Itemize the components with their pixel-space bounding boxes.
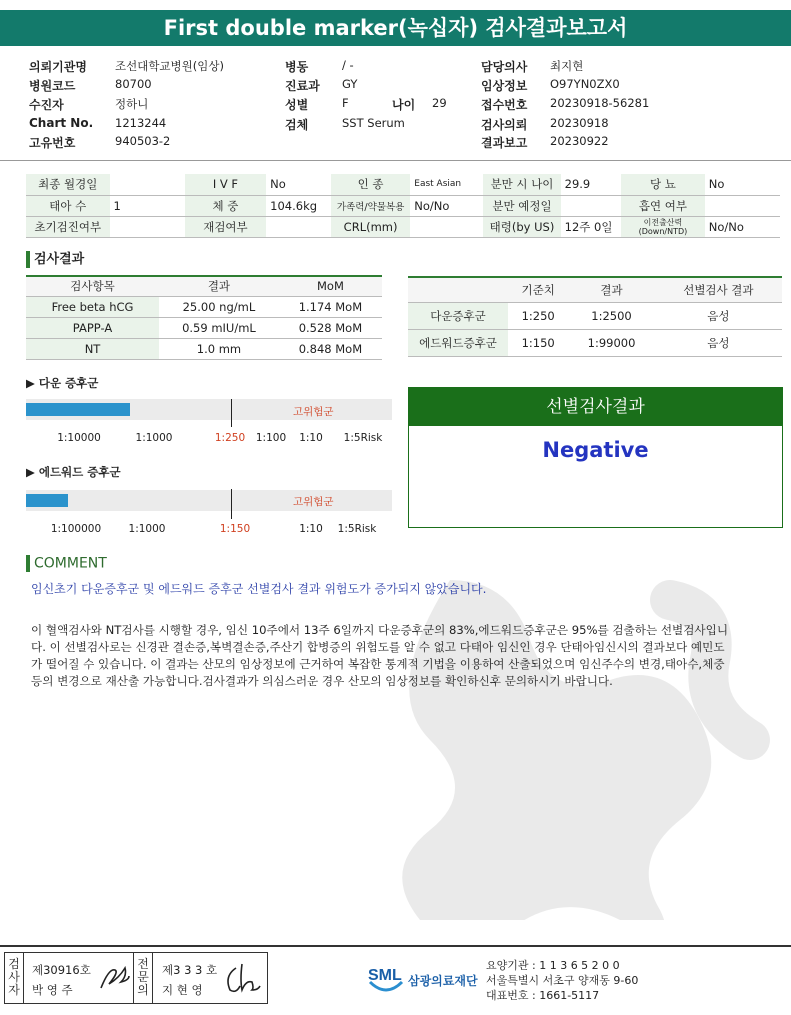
label-chart-no: Chart No. (29, 116, 94, 130)
down-tick: 1:10 (299, 432, 323, 444)
risk-result: 1:99000 (568, 329, 654, 356)
table-row (408, 329, 782, 356)
marker-mom: 0.528 MoM (279, 317, 382, 338)
company-name: 삼광의료재단 (408, 974, 478, 988)
info-cell-value: 104.6kg (266, 195, 331, 216)
screening-result-title: 선별검사결과 (409, 388, 782, 426)
marker-results-table (26, 275, 382, 360)
info-cell-label: 최종 월경일 (26, 174, 110, 195)
label-doctor: 담당의사 (481, 60, 528, 74)
doctor-name: 지 현 영 (162, 983, 203, 997)
section-marker (26, 555, 30, 572)
info-cell-label: 인 종 (331, 174, 410, 195)
sml-logo-icon (366, 960, 406, 996)
comment-line: 다. 이 선별검사로는 신경관 결손증,복벽결손증,주산기 합병증의 위험도를 알 수 없고 다태아 임신인 경우 단태아임신시의 결과보다 예민도 (31, 640, 725, 654)
down-tick: 1:100 (255, 432, 287, 444)
risk-name: 에드워드증후군 (408, 329, 508, 356)
table-row (26, 338, 382, 359)
info-row (26, 195, 780, 216)
examiner-label: 검사자 (8, 957, 20, 997)
edwards-syndrome-title: ▶ 에드워드 증후군 (26, 465, 121, 479)
value-doctor: 최지현 (550, 59, 584, 73)
screening-result-box (408, 387, 783, 528)
table-row (26, 317, 382, 338)
info-row (26, 174, 780, 195)
down-tick: 1:1000 (135, 432, 173, 444)
report-title: First double marker(녹십자) 검사결과보고서 (0, 10, 791, 46)
column-header: 기준치 (508, 277, 568, 302)
header-divider (0, 160, 791, 161)
stamp-divider (23, 952, 24, 1004)
value-report-date: 20230922 (550, 134, 609, 148)
edwards-tick: 1:10 (299, 523, 323, 535)
info-cell-value: 12주 0일 (561, 216, 622, 237)
risk-cutoff: 1:150 (508, 329, 568, 356)
info-cell-label: 가족력/약물복용 (331, 195, 410, 216)
pregnancy-info-table (26, 174, 780, 238)
marker-mom: 1.174 MoM (279, 296, 382, 317)
value-hospital-code: 80700 (115, 77, 152, 91)
doctor-license: 제3 3 3 호 (162, 963, 218, 977)
marker-name: Free beta hCG (26, 296, 159, 317)
down-tick: 1:5Risk (343, 432, 383, 444)
down-high-risk-label: 고위험군 (293, 406, 334, 418)
info-cell-value (110, 174, 185, 195)
examiner-signature (97, 958, 131, 998)
label-unique-no: 고유번호 (29, 136, 76, 150)
label-specimen: 검체 (285, 118, 309, 132)
comment-body (31, 622, 783, 690)
down-cutoff-line (231, 399, 232, 427)
edwards-high-risk-label: 고위험군 (293, 496, 334, 508)
info-cell-label: 체 중 (185, 195, 266, 216)
value-request-date: 20230918 (550, 116, 609, 130)
down-risk-fill (26, 403, 130, 416)
info-cell-label: 초기검진여부 (26, 216, 110, 237)
value-age: 29 (432, 96, 447, 110)
risk-screen-result: 음성 (655, 329, 782, 356)
marker-result: 25.00 ng/mL (159, 296, 279, 317)
info-cell-label: 태아 수 (26, 195, 110, 216)
info-cell-label: 태령(by US) (483, 216, 560, 237)
comment-summary: 임신초기 다운증후군 및 에드워드 증후군 선별검사 결과 위험도가 증가되지 않았습니다. (31, 582, 487, 596)
info-cell-value (410, 216, 483, 237)
value-patient: 정하니 (115, 97, 149, 111)
info-cell-label: 재검여부 (185, 216, 266, 237)
marker-result: 1.0 mm (159, 338, 279, 359)
comment-heading-text: COMMENT (34, 555, 107, 572)
info-cell-label: 당 뇨 (621, 174, 705, 195)
info-cell-value: East Asian (410, 174, 483, 195)
stamp-divider (133, 952, 134, 1004)
info-cell-value: No (266, 174, 331, 195)
label-receipt-no: 접수번호 (481, 98, 528, 112)
examiner-license: 제30916호 (32, 963, 91, 977)
label-sex: 성별 (285, 98, 309, 112)
marker-mom: 0.848 MoM (279, 338, 382, 359)
info-cell-label: 흡연 여부 (621, 195, 705, 216)
examiner-name: 박 영 주 (32, 983, 73, 997)
sml-logo-text: SML (368, 967, 402, 984)
value-sex: F (342, 96, 349, 110)
info-row (26, 216, 780, 237)
risk-cutoff: 1:250 (508, 302, 568, 329)
edwards-tick: 1:100000 (50, 523, 102, 535)
edwards-cutoff-line (231, 489, 232, 519)
value-chart-no: 1213244 (115, 116, 167, 130)
label-patient: 수진자 (29, 98, 64, 112)
info-cell-label: 분만 시 나이 (483, 174, 560, 195)
address-line: 대표번호 : 1661-5117 (486, 989, 600, 1002)
table-row (408, 302, 782, 329)
down-tick: 1:10000 (57, 432, 101, 444)
label-age: 나이 (392, 98, 416, 112)
edwards-risk-track (26, 490, 392, 511)
info-cell-label: I V F (185, 174, 266, 195)
address-line: 요양기관 : 1 1 3 6 5 2 0 0 (486, 959, 620, 972)
value-specimen: SST Serum (342, 116, 405, 130)
column-header: 검사항목 (26, 276, 159, 296)
value-dept: GY (342, 77, 358, 91)
info-cell-label: 분만 예정일 (483, 195, 560, 216)
label-hospital-code: 병원코드 (29, 79, 76, 93)
risk-screen-result: 음성 (655, 302, 782, 329)
info-cell-label: 이전출산력 (Down/NTD) (621, 216, 705, 237)
info-cell-label: CRL(mm) (331, 216, 410, 237)
company-address (486, 958, 638, 1003)
marker-result: 0.59 mIU/mL (159, 317, 279, 338)
edwards-tick: 1:5Risk (337, 523, 377, 535)
comment-line: 가 떨어질 수 있습니다. 이 결과는 산모의 임상정보에 근거하여 복잡한 통계적 기법을 이용하여 산출되었으며 임신주수의 변경,태아수,체중 (31, 657, 725, 671)
doctor-label: 전문의 (137, 957, 149, 997)
screening-result-value: Negative (542, 438, 649, 462)
watermark-logo (330, 560, 790, 920)
down-tick: 1:250 (214, 432, 246, 444)
value-clinical-info: O97YN0ZX0 (550, 77, 620, 91)
value-ward: / - (342, 58, 354, 72)
edwards-tick: 1:150 (219, 523, 251, 535)
stamp-divider (152, 952, 153, 1004)
comment-heading (26, 555, 107, 572)
doctor-signature (222, 958, 266, 998)
risk-result: 1:2500 (568, 302, 654, 329)
label-hospital: 의뢰기관명 (29, 60, 87, 74)
info-cell-value (561, 195, 622, 216)
comment-line: 이 혈액검사와 NT검사를 시행할 경우, 임신 10주에서 13주 6일까지 다운증후군의 83%,에드워드증후군은 95%를 검출하는 선별검사입니 (31, 623, 729, 637)
info-cell-value: No/No (410, 195, 483, 216)
value-receipt-no: 20230918-56281 (550, 96, 650, 110)
label-report-date: 결과보고 (481, 136, 528, 150)
column-header (408, 277, 508, 302)
value-hospital: 조선대학교병원(임상) (115, 59, 224, 73)
results-heading (26, 248, 84, 268)
section-marker (26, 251, 30, 268)
column-header: 선별검사 결과 (655, 277, 782, 302)
info-cell-value (266, 216, 331, 237)
column-header: MoM (279, 276, 382, 296)
results-heading-text: 검사결과 (34, 252, 85, 267)
info-cell-value: 29.9 (561, 174, 622, 195)
footer-divider (0, 945, 791, 947)
table-header-row (26, 276, 382, 296)
info-cell-value (110, 216, 185, 237)
down-syndrome-title: ▶ 다운 증후군 (26, 376, 99, 390)
info-cell-value: 1 (110, 195, 185, 216)
info-cell-value: No (705, 174, 780, 195)
value-unique-no: 940503-2 (115, 134, 171, 148)
address-line: 서울특별시 서초구 양재동 9-60 (486, 974, 639, 987)
label-ward: 병동 (285, 60, 309, 74)
table-row (26, 296, 382, 317)
edwards-risk-fill (26, 494, 68, 507)
label-clinical-info: 임상정보 (481, 79, 528, 93)
risk-name: 다운증후군 (408, 302, 508, 329)
table-header-row (408, 277, 782, 302)
marker-name: PAPP-A (26, 317, 159, 338)
info-cell-value: No/No (705, 216, 780, 237)
label-dept: 진료과 (285, 79, 320, 93)
marker-name: NT (26, 338, 159, 359)
column-header: 결과 (159, 276, 279, 296)
info-cell-value (705, 195, 780, 216)
comment-line: 등의 변경으로 재산출 가능합니다.검사결과가 의심스러운 경우 산모의 임상정보를 확인하신후 문의하시기 바랍니다. (31, 674, 613, 688)
edwards-tick: 1:1000 (128, 523, 166, 535)
label-request-date: 검사의뢰 (481, 118, 528, 132)
risk-results-table (408, 276, 782, 357)
column-header: 결과 (568, 277, 654, 302)
